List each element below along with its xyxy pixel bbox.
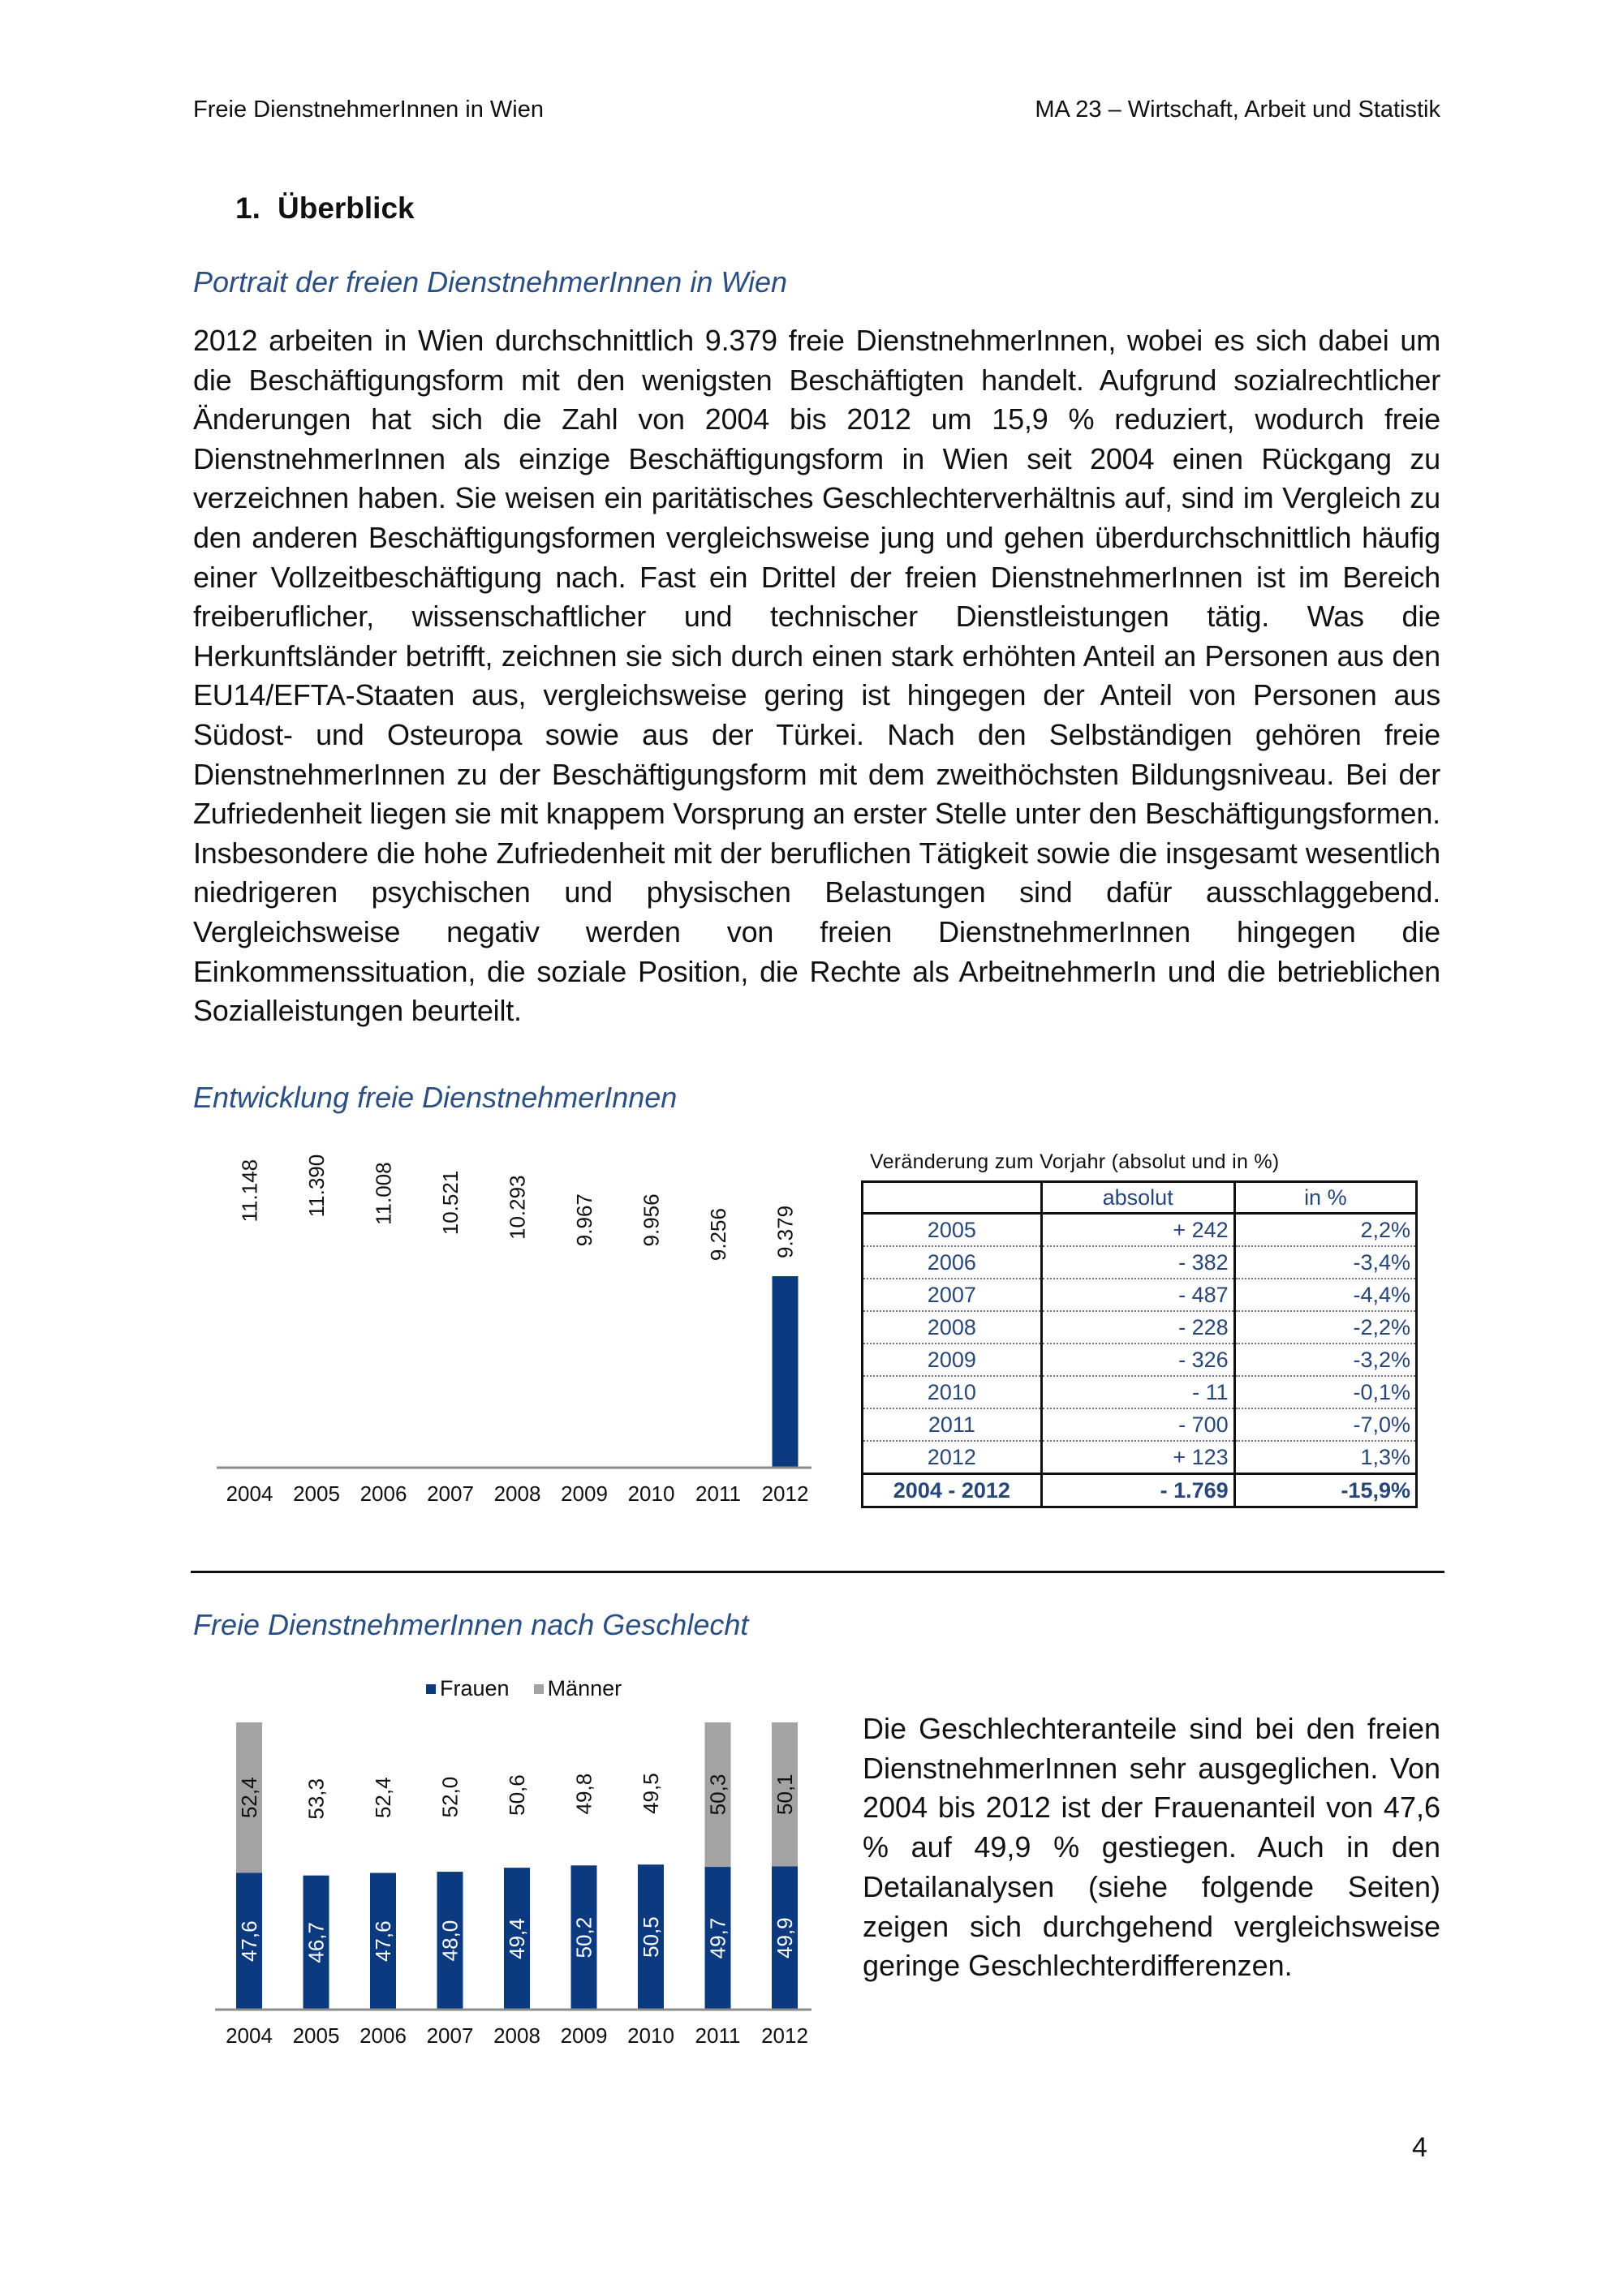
value-label-2010: 9.956 (639, 1193, 664, 1247)
x-tick-label-2007: 2007 (426, 2023, 474, 2048)
row-absolut: - 382 (1041, 1246, 1234, 1279)
value-label-frauen-2012: 49,9 (773, 1917, 797, 1958)
row-percent: 2,2% (1234, 1214, 1416, 1247)
row-percent: -3,2% (1234, 1344, 1416, 1376)
value-label-2012: 9.379 (773, 1205, 798, 1258)
row-percent: 1,3% (1234, 1441, 1416, 1474)
x-tick-label-2011: 2011 (695, 2023, 741, 2048)
value-label-maenner-2008: 50,6 (505, 1774, 529, 1816)
row-year: 2007 (863, 1279, 1042, 1311)
geschlecht-paragraph: Die Geschlechteranteile sind bei den freien DienstnehmerInnen sehr ausgeglichen. Von 2004 bis 2012 ist der Frauenanteil von 47,6 % auf 49,9 % gestiegen. Auch in den Detailanalysen (siehe folgende Seiten) zeigen sich durchgehend vergleichsweise geringe Geschlechterdifferenzen. (863, 1712, 1440, 1983)
x-tick-label-2007: 2007 (427, 1481, 474, 1506)
x-tick-label-2011: 2011 (695, 1481, 741, 1506)
legend-label-frauen: Frauen (440, 1676, 510, 1701)
x-tick-label-2006: 2006 (359, 1481, 407, 1506)
page-number: 4 (1412, 2132, 1427, 2163)
x-tick-label-2005: 2005 (292, 2023, 340, 2048)
x-tick-label-2008: 2008 (493, 1481, 541, 1506)
column-header-percent: in % (1234, 1182, 1416, 1214)
value-label-2011: 9.256 (706, 1208, 730, 1262)
geschlecht-heading: Freie DienstnehmerInnen nach Geschlecht (193, 1608, 749, 1641)
value-label-2008: 10.293 (505, 1175, 530, 1240)
row-absolut: + 242 (1041, 1214, 1234, 1247)
legend-label-maenner: Männer (547, 1676, 622, 1701)
row-absolut: - 700 (1041, 1408, 1234, 1441)
entwicklung-heading: Entwicklung freie DienstnehmerInnen (193, 1081, 678, 1114)
row-percent: -2,2% (1234, 1311, 1416, 1344)
x-tick-label-2006: 2006 (359, 2023, 407, 2048)
value-label-maenner-2011: 50,3 (705, 1774, 730, 1816)
value-label-frauen-2011: 49,7 (705, 1917, 730, 1959)
value-label-maenner-2009: 49,8 (571, 1773, 596, 1815)
x-tick-label-2010: 2010 (627, 2023, 674, 2048)
column-header-absolut: absolut (1041, 1182, 1234, 1214)
row-absolut: - 228 (1041, 1311, 1234, 1344)
change-table-title: Veränderung zum Vorjahr (absolut und in %) (870, 1150, 1280, 1173)
row-percent: -7,0% (1234, 1408, 1416, 1441)
row-year: 2010 (863, 1376, 1042, 1408)
row-absolut: + 123 (1041, 1441, 1234, 1474)
value-label-maenner-2006: 52,4 (371, 1777, 395, 1819)
row-percent: -3,4% (1234, 1246, 1416, 1279)
row-percent: -0,1% (1234, 1376, 1416, 1408)
value-label-maenner-2010: 49,5 (639, 1773, 663, 1814)
value-label-frauen-2004: 47,6 (237, 1920, 261, 1963)
value-label-2004: 11.148 (237, 1159, 262, 1223)
total-percent: -15,9% (1234, 1474, 1416, 1507)
x-tick-label-2009: 2009 (560, 2023, 608, 2048)
value-label-2005: 11.390 (304, 1154, 329, 1218)
row-year: 2008 (863, 1311, 1042, 1344)
value-label-frauen-2005: 46,7 (304, 1922, 329, 1963)
portrait-heading: Portrait der freien DienstnehmerInnen in Wien (193, 265, 788, 299)
value-label-2006: 11.008 (371, 1162, 396, 1226)
row-year: 2012 (863, 1441, 1042, 1474)
x-tick-label-2010: 2010 (627, 1481, 675, 1506)
value-label-2009: 9.967 (572, 1193, 596, 1247)
x-tick-label-2004: 2004 (226, 1481, 273, 1506)
row-year: 2006 (863, 1246, 1042, 1279)
section-number: 1. (235, 191, 260, 225)
row-absolut: - 487 (1041, 1279, 1234, 1311)
row-percent: -4,4% (1234, 1279, 1416, 1311)
value-label-maenner-2012: 50,1 (773, 1774, 797, 1815)
x-tick-label-2005: 2005 (293, 1481, 340, 1506)
total-absolut: - 1.769 (1041, 1474, 1234, 1507)
value-label-frauen-2010: 50,5 (639, 1916, 663, 1958)
value-label-2007: 10.521 (438, 1170, 463, 1236)
value-label-maenner-2005: 53,3 (304, 1778, 329, 1820)
value-label-maenner-2004: 52,4 (237, 1777, 261, 1819)
running-header-right: MA 23 – Wirtschaft, Arbeit und Statistik (1035, 97, 1440, 123)
portrait-paragraph: 2012 arbeiten in Wien durchschnittlich 9.379 freie DienstnehmerInnen, wobei es sich dabei um die Beschäftigungsform mit den wenigsten Beschäftigten handelt. Aufgrund sozialrechtlicher Änderungen hat sich die Zahl von 2004 bis 2012 um 15,9 % reduziert, wodurch freie DienstnehmerInnen als einzige Beschäftigungsform in Wien seit 2004 einen Rückgang zu verzeichnen haben. Sie weisen ein paritätisches Geschlechterverhältnis auf, sind im Vergleich zu den anderen Beschäftigungsformen vergleichsweise jung und gehen überdurchschnittlich häufig einer Vollzeitbeschäftigung nach. Fast ein Drittel der freien DienstnehmerInnen ist im Bereich freiberuflicher, wissenschaftlicher und technischer Dienstleistungen tätig. Was die Herkunftsländer betrifft, zeichnen sie sich durch einen stark erhöhten Anteil an Personen aus den EU14/EFTA-Staaten aus, vergleichsweise gering ist hingegen der Anteil von Personen aus Südost- und Osteuropa sowie aus der Türkei. Nach den Selbständigen gehören freie DienstnehmerInnen zu der Beschäftigungsform mit dem zweithöchsten Bildungsniveau. Bei der Zufriedenheit liegen sie mit knappem Vorsprung an erster Stelle unter den Beschäftigungsformen. Insbesondere die hohe Zufriedenheit mit der beruflichen Tätigkeit sowie die insgesamt wesentlich niedrigeren psychischen und physischen Belastungen sind dafür ausschlaggebend. Vergleichsweise negativ werden von freien DienstnehmerInnen hingegen die Einkommenssituation, die soziale Position, die Rechte als ArbeitnehmerIn und die betrieblichen Sozialleistungen beurteilt. (193, 324, 1440, 1028)
row-year: 2005 (863, 1214, 1042, 1247)
row-absolut: - 326 (1041, 1344, 1234, 1376)
x-tick-label-2012: 2012 (761, 2023, 808, 2048)
value-label-maenner-2007: 52,0 (437, 1776, 463, 1818)
running-header-left: Freie DienstnehmerInnen in Wien (193, 97, 544, 123)
x-tick-label-2012: 2012 (761, 1481, 809, 1506)
x-tick-label-2009: 2009 (561, 1481, 608, 1506)
value-label-frauen-2006: 47,6 (371, 1920, 395, 1963)
total-period: 2004 - 2012 (863, 1474, 1042, 1507)
value-label-frauen-2008: 49,4 (505, 1918, 529, 1959)
value-label-frauen-2009: 50,2 (571, 1916, 596, 1958)
row-year: 2009 (863, 1344, 1042, 1376)
row-absolut: - 11 (1041, 1376, 1234, 1408)
section-title: Überblick (278, 191, 415, 225)
x-tick-label-2008: 2008 (493, 2023, 540, 2048)
row-year: 2011 (863, 1408, 1042, 1441)
x-tick-label-2004: 2004 (226, 2023, 273, 2048)
value-label-frauen-2007: 48,0 (437, 1920, 463, 1962)
